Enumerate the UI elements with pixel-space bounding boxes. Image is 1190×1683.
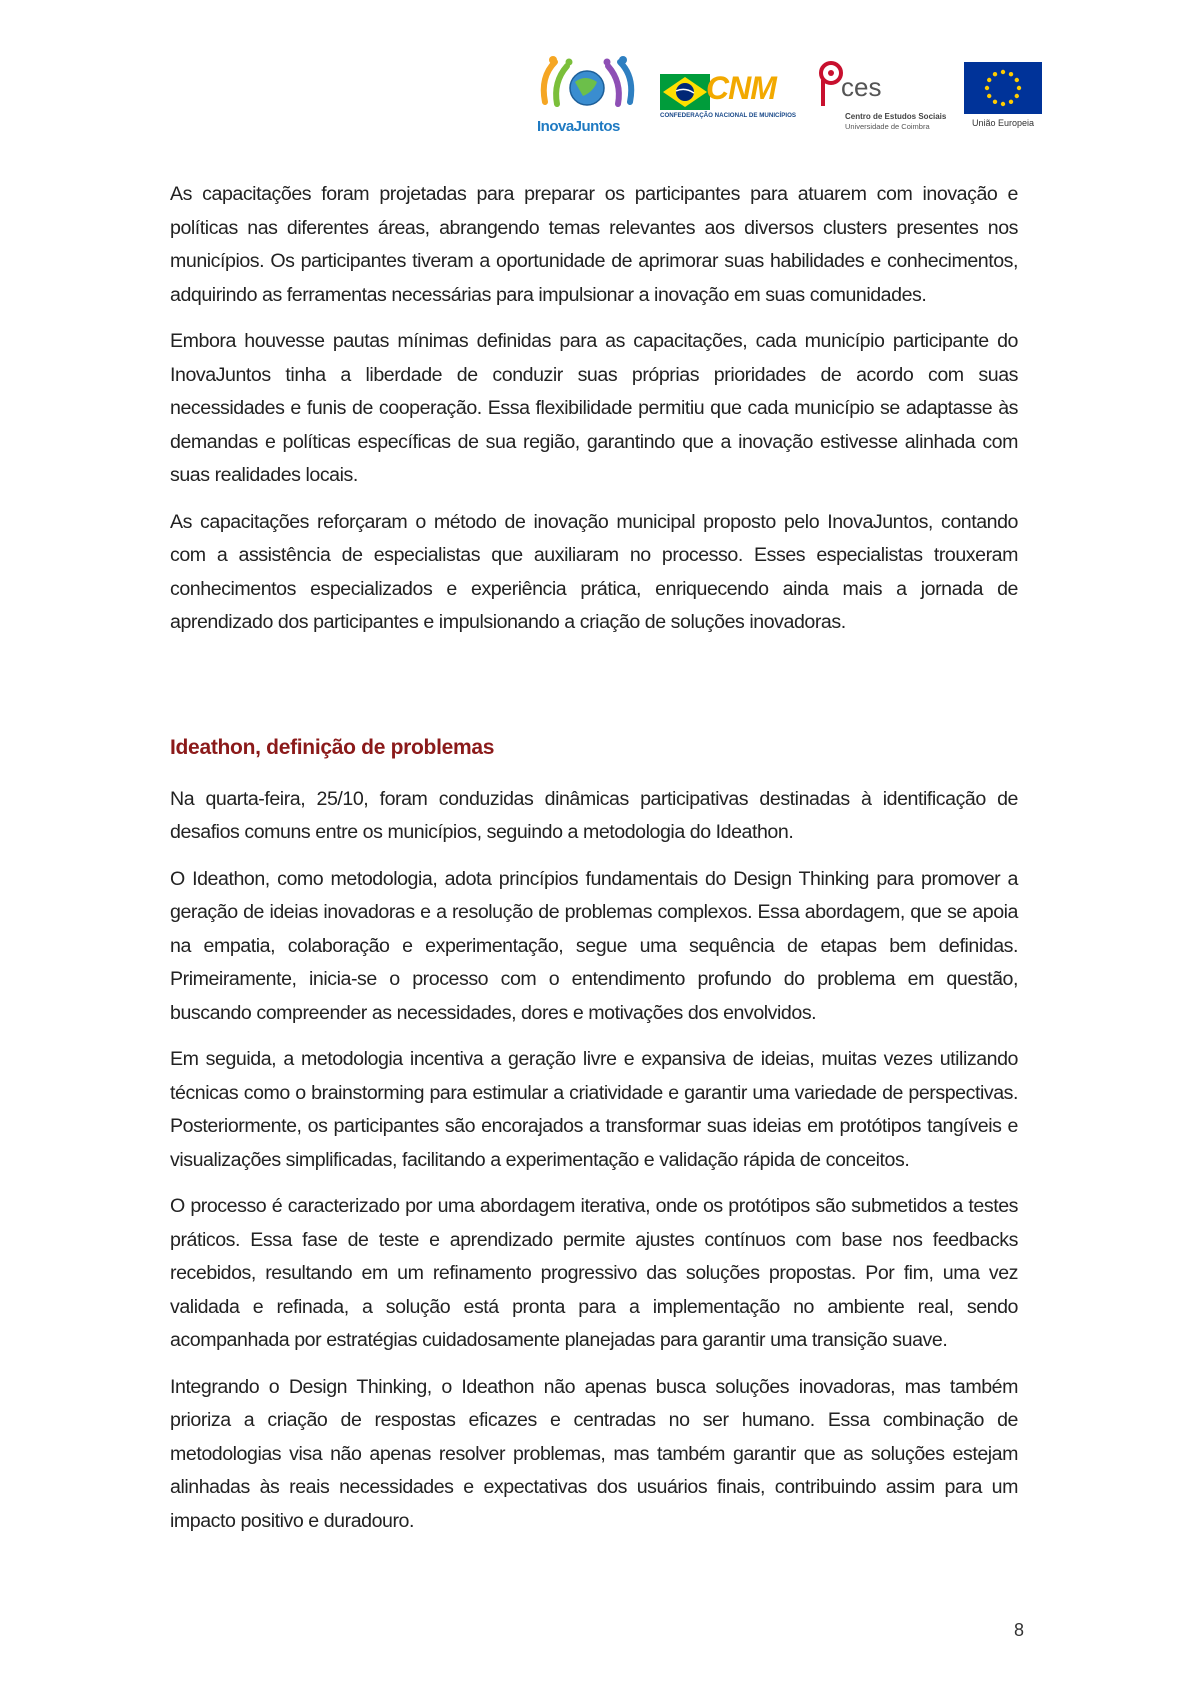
ces-logo-subtitle-1: Centro de Estudos Sociais <box>845 112 947 121</box>
eu-logo <box>962 62 1044 132</box>
inovajuntos-logo <box>535 52 640 140</box>
ces-logo-subtitle-2: Universidade de Coimbra <box>845 122 930 131</box>
ces-logo-text: ces <box>841 72 882 102</box>
paragraph: Integrando o Design Thinking, o Ideathon não apenas busca soluções inovadoras, mas também prioriza a criação de respostas eficazes e centradas no ser humano. Essa combinação de metodologias visa não apenas resolver problemas, mas também garantir que as soluções estejam alinhadas às reais necessidades e expectativas dos usuários finais, contribuindo assim para um impacto positivo e duradouro. <box>170 1375 1018 1532</box>
paragraph: As capacitações reforçaram o método de inovação municipal proposto pelo InovaJuntos, contando com a assistência de especialistas que auxiliaram no processo. Esses especialistas trouxeram conhecimentos especializados e experiência prática, enriquecendo ainda mais a jornada de aprendizado dos participantes e impulsionando a criação de soluções inovadoras. <box>170 510 1018 633</box>
paragraph: Na quarta-feira, 25/10, foram conduzidas dinâmicas participativas destinadas à identificação de desafios comuns entre os municípios, seguindo a metodologia do Ideathon. <box>170 787 1018 843</box>
cnm-logo <box>660 72 795 128</box>
page-number: 8 <box>1013 1620 1024 1640</box>
document-body <box>170 178 1018 1551</box>
paragraph: As capacitações foram projetadas para preparar os participantes para atuarem com inovação e políticas nas diferentes áreas, abrangendo temas relevantes aos diversos clusters presentes nos municípios. Os participantes tiveram a oportunidade de aprimorar suas habilidades e conhecimentos, adquirindo as ferramentas necessárias para impulsionar a inovação em suas comunidades. <box>170 183 1018 306</box>
cnm-logo-text: CNM <box>706 70 776 106</box>
eu-flag-icon <box>964 62 1042 114</box>
ces-logo <box>817 60 947 132</box>
section-title: Ideathon, definição de problemas <box>170 735 495 759</box>
header-logos <box>535 52 1055 142</box>
inovajuntos-logo-text: InovaJuntos <box>537 118 620 135</box>
paragraph: O processo é caracterizado por uma abordagem iterativa, onde os protótipos são submetidos a testes práticos. Essa fase de teste e aprendizado permite ajustes contínuos com base nos feedbacks recebidos, resultando em um refinamento progressivo das soluções propostas. Por fim, uma vez validada e refinada, a solução está pronta para a implementação no ambiente real, sendo acompanhada por estratégias cuidadosamente planejadas para garantir uma transição suave. <box>170 1195 1018 1351</box>
paragraph: Embora houvesse pautas mínimas definidas para as capacitações, cada município participante do InovaJuntos tinha a liberdade de conduzir suas próprias prioridades de acordo com suas necessidades e funis de cooperação. Essa flexibilidade permitiu que cada município se adaptasse às demandas e políticas específicas de sua região, garantindo que a inovação estivesse alinhada com suas realidades locais. <box>170 330 1018 486</box>
eu-logo-text: União Europeia <box>972 118 1035 128</box>
inovajuntos-emblem-icon <box>535 52 640 122</box>
paragraph: O Ideathon, como metodologia, adota princípios fundamentais do Design Thinking para promover a geração de ideias inovadoras e a resolução de problemas complexos. Essa abordagem, que se apoia na empatia, colaboração e experimentação, segue uma sequência de etapas bem definidas. Primeiramente, inicia-se o processo com o entendimento profundo do problema em questão, buscando compreender as necessidades, dores e motivações dos envolvidos. <box>170 867 1018 1024</box>
cnm-logo-subtitle: CONFEDERAÇÃO NACIONAL DE MUNICÍPIOS <box>660 112 797 119</box>
paragraph: Em seguida, a metodologia incentiva a geração livre e expansiva de ideias, muitas vezes utilizando técnicas como o brainstorming para estimular a criatividade e garantir uma variedade de perspectivas. Posteriormente, os participantes são encorajados a transformar suas ideias em protótipos tangíveis e visualizações simplificadas, facilitando a experimentação e validação rápida de conceitos. <box>170 1048 1018 1171</box>
brazil-flag-icon <box>660 74 710 114</box>
